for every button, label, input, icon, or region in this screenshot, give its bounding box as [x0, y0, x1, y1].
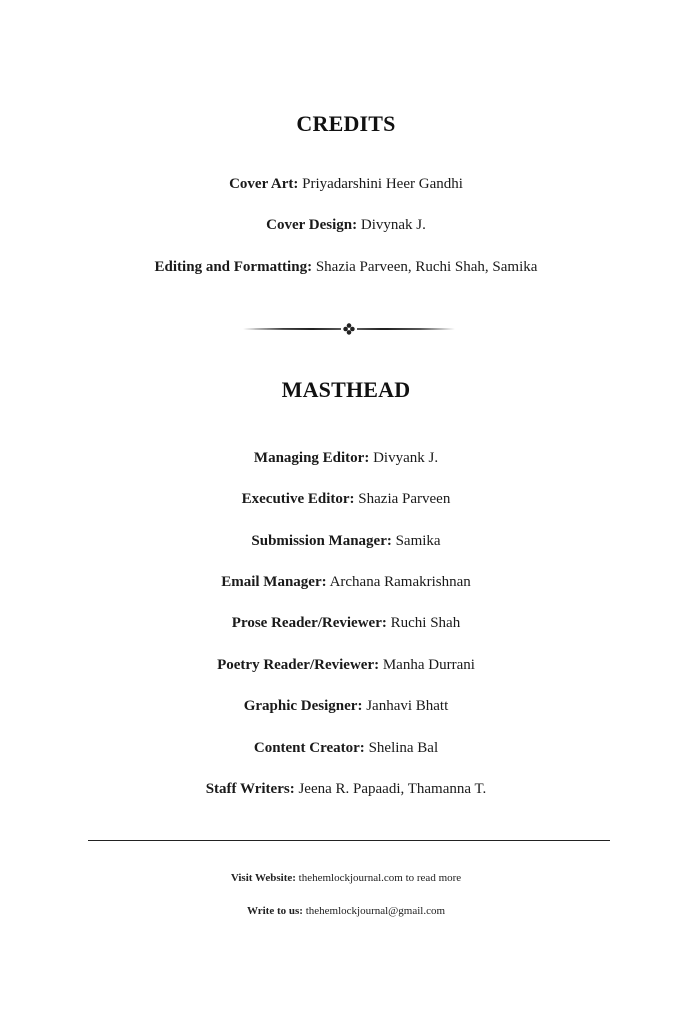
masthead-label: Graphic Designer:	[243, 698, 363, 714]
footer-website-label: Visit Website:	[230, 872, 296, 884]
credit-value: Shazia Parveen, Ruchi Shah, Samika	[315, 259, 538, 275]
fleuron-divider-icon	[243, 321, 455, 337]
footer-email-label: Write to us:	[246, 905, 303, 917]
masthead-graphic-designer	[0, 696, 692, 716]
masthead-value: Samika	[395, 533, 441, 549]
credit-editing-formatting	[0, 257, 692, 277]
masthead-label: Email Manager:	[221, 574, 327, 590]
masthead-poetry-reader	[0, 655, 692, 675]
credit-cover-art	[0, 174, 692, 194]
masthead-label: Content Creator:	[253, 740, 365, 756]
credit-value: Priyadarshini Heer Gandhi	[302, 176, 463, 192]
footer-website-link[interactable]: thehemlockjournal.com to read more	[298, 872, 462, 884]
masthead-value: Archana Ramakrishnan	[329, 574, 471, 590]
masthead-executive-editor	[0, 489, 692, 509]
footer-divider	[88, 840, 610, 841]
masthead-value: Shazia Parveen	[358, 491, 451, 507]
masthead-content-creator	[0, 738, 692, 758]
masthead-label: Staff Writers:	[205, 781, 295, 797]
masthead-value: Janhavi Bhatt	[366, 698, 449, 714]
masthead-value: Manha Durrani	[382, 657, 475, 673]
masthead-label: Prose Reader/Reviewer:	[231, 615, 387, 631]
credit-value: Divynak J.	[360, 217, 426, 233]
masthead-managing-editor	[0, 448, 692, 468]
masthead-heading: MASTHEAD	[281, 377, 411, 402]
credit-label: Cover Art:	[229, 176, 299, 192]
credit-label: Cover Design:	[266, 217, 358, 233]
masthead-label: Poetry Reader/Reviewer:	[217, 657, 380, 673]
masthead-email-manager	[0, 572, 692, 592]
masthead-value: Shelina Bal	[368, 740, 439, 756]
credit-label: Editing and Formatting:	[154, 259, 313, 275]
footer-email	[0, 904, 692, 918]
masthead-staff-writers	[0, 779, 692, 799]
masthead-label: Executive Editor:	[241, 491, 355, 507]
footer-email-link[interactable]: thehemlockjournal@gmail.com	[305, 905, 446, 917]
credits-heading: CREDITS	[296, 111, 396, 136]
credit-cover-design	[0, 215, 692, 235]
masthead-submission-manager	[0, 531, 692, 551]
footer-website	[0, 871, 692, 885]
masthead-value: Divyank J.	[373, 450, 439, 466]
masthead-label: Submission Manager:	[251, 533, 392, 549]
masthead-value: Jeena R. Papaadi, Thamanna T.	[298, 781, 487, 797]
masthead-label: Managing Editor:	[253, 450, 370, 466]
masthead-value: Ruchi Shah	[390, 615, 461, 631]
masthead-prose-reader	[0, 613, 692, 633]
